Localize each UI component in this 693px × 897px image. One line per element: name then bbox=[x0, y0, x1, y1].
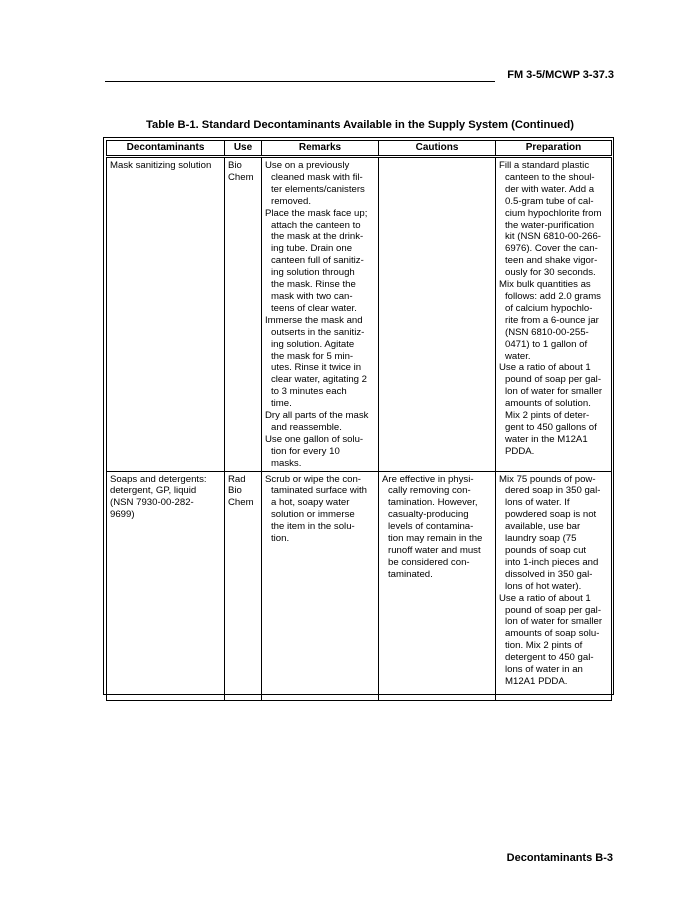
column-header: Preparation bbox=[496, 141, 612, 157]
table-header-row bbox=[107, 141, 612, 157]
cell-text-line: amounts of solution. bbox=[505, 398, 591, 410]
cell-text-line: Dry all parts of the mask bbox=[265, 410, 369, 422]
preparation-cell bbox=[496, 471, 612, 700]
preparation-cell bbox=[496, 157, 612, 472]
cell-text-line: utes. Rinse it twice in bbox=[271, 362, 362, 374]
cell-text-line: pounds of soap cut bbox=[505, 545, 587, 556]
cell-text-line: tion. bbox=[271, 533, 290, 545]
cell-text-line: tion. Mix 2 pints of bbox=[505, 640, 583, 652]
cell-text-line: 0.5-gram tube of cal- bbox=[505, 195, 594, 207]
cell-text-line: Use a ratio of about 1 bbox=[499, 362, 591, 374]
cell-text-line: lons of hot water). bbox=[505, 580, 582, 592]
cell-text-line: cium hypochlorite from bbox=[505, 207, 602, 219]
cell-text-line: Are effective in physi- bbox=[382, 473, 474, 485]
cell-text-line: kit (NSN 6810-00-266- bbox=[505, 231, 601, 243]
cell-text-line: water in the M12A1 bbox=[505, 433, 588, 445]
cell-text-line: ter elements/canisters bbox=[271, 183, 365, 195]
cell-text-line: tamination. However, bbox=[388, 497, 478, 509]
cell-text-line: teens of clear water. bbox=[271, 302, 357, 314]
cell-text-line: water. bbox=[505, 350, 531, 362]
cell-text-line: PDDA. bbox=[505, 445, 535, 457]
cell-text-line: the mask for 5 min- bbox=[271, 350, 354, 362]
cell-text-line: Mix 75 pounds of pow- bbox=[499, 473, 596, 485]
cell-text-line: dered soap in 350 gal- bbox=[505, 485, 601, 497]
cell-text-line: teen and shake vigor- bbox=[505, 255, 598, 267]
cell-text-line: Use one gallon of solu- bbox=[265, 433, 364, 445]
column-header: Cautions bbox=[379, 141, 496, 157]
cell-text-line: Place the mask face up; bbox=[265, 207, 368, 219]
cell-text-line: ing solution. Agitate bbox=[271, 338, 355, 350]
running-header: FM 3-5/MCWP 3-37.3 bbox=[507, 69, 614, 81]
cautions-cell bbox=[379, 471, 496, 700]
cell-text-line: cleaned mask with fil- bbox=[271, 171, 363, 183]
cell-text-line: attach the canteen to bbox=[271, 219, 361, 231]
cell-text-line: detergent to 450 gal- bbox=[505, 652, 594, 664]
cell-text-line: the item in the solu- bbox=[271, 521, 355, 533]
cell-text-line: gent to 450 gallons of bbox=[505, 421, 597, 433]
cell-text-line: removed. bbox=[271, 195, 311, 207]
use-cell bbox=[225, 471, 262, 700]
cell-text-line: Mask sanitizing solution bbox=[110, 160, 212, 171]
cell-text-line: 9699) bbox=[110, 509, 135, 521]
cell-text-line: tion for every 10 bbox=[271, 445, 340, 457]
cell-text-line: dissolved in 350 gal- bbox=[505, 568, 593, 580]
cell-text-line: laundry soap (75 bbox=[505, 533, 577, 545]
cell-text-line: into 1-inch pieces and bbox=[505, 556, 599, 568]
cautions-cell bbox=[379, 157, 496, 472]
cell-text-line: runoff water and must bbox=[388, 545, 481, 556]
cell-text-line: (NSN 7930-00-282- bbox=[110, 497, 194, 509]
remarks-cell bbox=[262, 157, 379, 472]
cell-text-line: Mix bulk quantities as bbox=[499, 279, 591, 291]
header-rule bbox=[105, 81, 495, 82]
cell-text-line: of calcium hypochlo- bbox=[505, 302, 593, 314]
cell-text-line: tion may remain in the bbox=[388, 533, 483, 545]
cell-text-line: amounts of soap solu- bbox=[505, 628, 600, 640]
cell-text-line: M12A1 PDDA. bbox=[505, 675, 568, 687]
cell-text-line: Immerse the mask and bbox=[265, 314, 363, 326]
cell-text-line: Scrub or wipe the con- bbox=[265, 473, 361, 485]
cell-text-line: taminated. bbox=[388, 568, 433, 580]
cell-text-line: Soaps and detergents: bbox=[110, 473, 207, 485]
cell-text-line: Bio bbox=[228, 160, 242, 171]
cell-text-line: the mask. Rinse the bbox=[271, 279, 356, 291]
column-header: Remarks bbox=[262, 141, 379, 157]
cell-text-line: powdered soap is not bbox=[505, 509, 597, 521]
cell-text-line: der with water. Add a bbox=[505, 183, 595, 195]
cell-text-line: casualty-producing bbox=[388, 509, 469, 521]
cell-text-line: Fill a standard plastic bbox=[499, 160, 590, 171]
cell-text-line: ing tube. Drain one bbox=[271, 243, 353, 255]
table-row bbox=[107, 157, 612, 472]
use-cell bbox=[225, 157, 262, 472]
cell-text-line: be considered con- bbox=[388, 556, 470, 568]
cell-text-line: a hot, soapy water bbox=[271, 497, 350, 509]
cell-text-line: ing solution through bbox=[271, 267, 355, 279]
cell-text-line: Bio bbox=[228, 485, 242, 497]
decontaminants-cell bbox=[107, 471, 225, 700]
cell-text-line: to 3 minutes each bbox=[271, 386, 347, 398]
cell-text-line: lons of water. If bbox=[505, 497, 570, 509]
cell-text-line: 0471) to 1 gallon of bbox=[505, 338, 588, 350]
cell-text-line: the mask at the drink- bbox=[271, 231, 364, 243]
cell-text-line: rite from a 6-ounce jar bbox=[505, 314, 599, 326]
cell-text-line: available, use bar bbox=[505, 521, 581, 533]
cell-text-line: the water-purification bbox=[505, 219, 595, 231]
cell-text-line: lon of water for smaller bbox=[505, 386, 603, 398]
page-footer: Decontaminants B-3 bbox=[506, 852, 613, 864]
cell-text-line: mask with two can- bbox=[271, 290, 353, 302]
cell-text-line: pound of soap per gal- bbox=[505, 374, 602, 386]
cell-text-line: Rad bbox=[228, 473, 246, 485]
cell-text-line: lons of water in an bbox=[505, 664, 583, 676]
cell-text-line: lon of water for smaller bbox=[505, 616, 603, 628]
table-title: Table B-1. Standard Decontaminants Available in the Supply System (Continued) bbox=[146, 119, 574, 131]
cell-text-line: time. bbox=[271, 398, 292, 410]
decontaminants-table bbox=[103, 137, 614, 695]
cell-text-line: pound of soap per gal- bbox=[505, 604, 602, 616]
remarks-cell bbox=[262, 471, 379, 700]
cell-text-line: masks. bbox=[271, 457, 302, 469]
cell-text-line: Mix 2 pints of deter- bbox=[505, 410, 590, 422]
cell-text-line: and reassemble. bbox=[271, 421, 342, 433]
column-header: Decontaminants bbox=[107, 141, 225, 157]
cell-text-line: Chem bbox=[228, 497, 254, 509]
cell-text-line: outserts in the sanitiz- bbox=[271, 326, 365, 338]
table-row bbox=[107, 471, 612, 700]
cell-text-line: 6976). Cover the can- bbox=[505, 243, 598, 255]
column-header: Use bbox=[225, 141, 262, 157]
cell-text-line: canteen full of sanitiz- bbox=[271, 255, 364, 267]
cell-text-line: canteen to the shoul- bbox=[505, 171, 595, 183]
cell-text-line: Use a ratio of about 1 bbox=[499, 592, 591, 604]
cell-text-line: follows: add 2.0 grams bbox=[505, 290, 601, 302]
cell-text-line: clear water, agitating 2 bbox=[271, 374, 367, 386]
decontaminants-cell bbox=[107, 157, 225, 472]
cell-text-line: taminated surface with bbox=[271, 485, 367, 497]
cell-text-line: solution or immerse bbox=[271, 509, 355, 521]
cell-text-line: (NSN 6810-00-255- bbox=[505, 326, 589, 338]
cell-text-line: cally removing con- bbox=[388, 485, 471, 497]
cell-text-line: detergent, GP, liquid bbox=[110, 485, 197, 497]
cell-text-line: levels of contamina- bbox=[388, 521, 474, 533]
cell-text-line: Use on a previously bbox=[265, 160, 350, 171]
cell-text-line: Chem bbox=[228, 171, 254, 183]
cell-text-line: ously for 30 seconds. bbox=[505, 267, 596, 279]
